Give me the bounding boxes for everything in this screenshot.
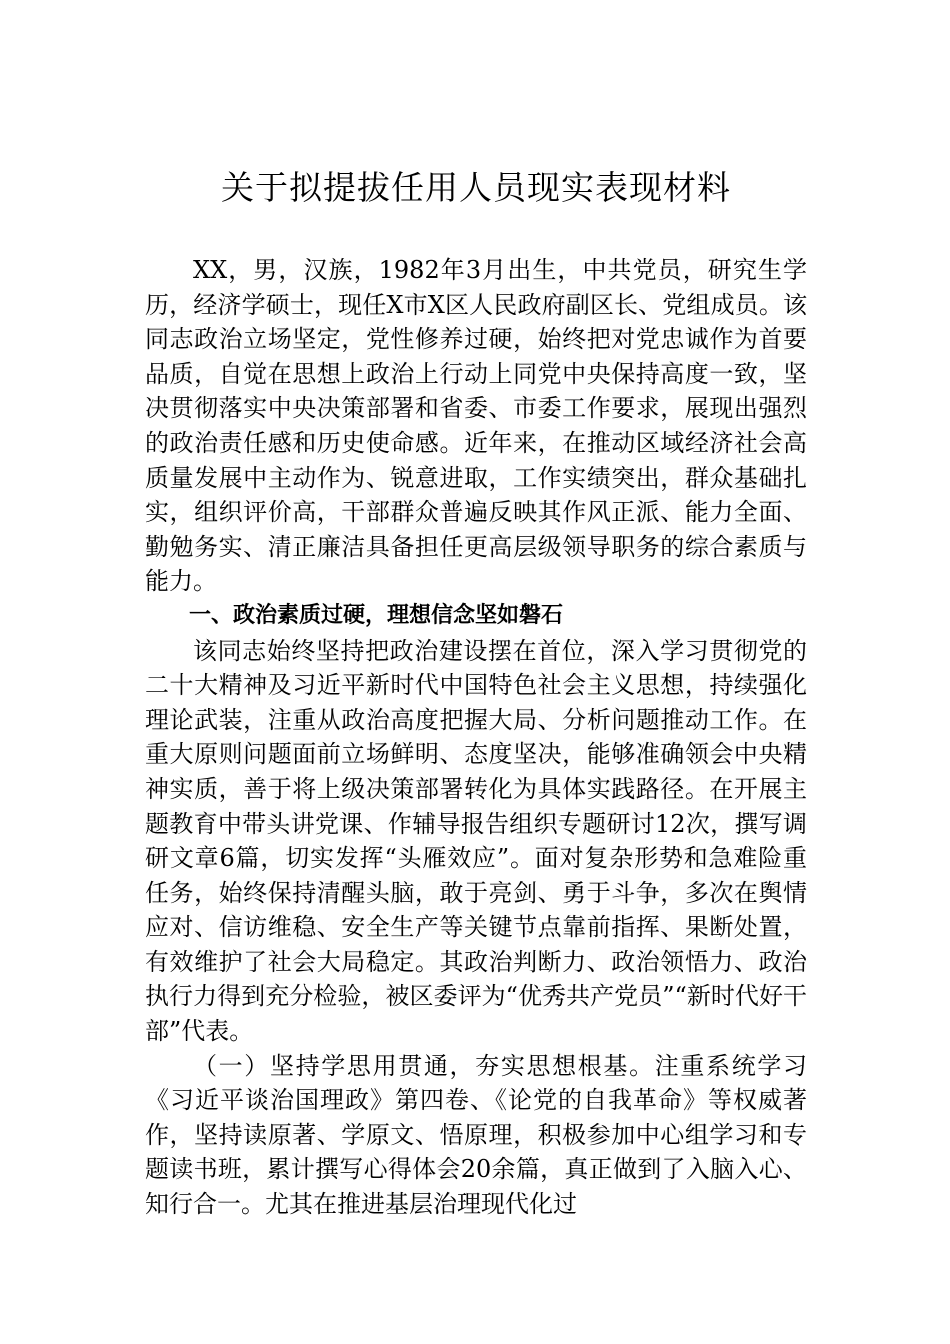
document-body xyxy=(145,253,807,1222)
paragraph-intro: XX，男，汉族，1982年3月出生，中共党员，研究生学历，经济学硕士，现任X市X区人民政府副区长、党组成员。该同志政治立场坚定，党性修养过硬，始终把对党忠诚作为首要品质，自觉在思想上政治上行动上同党中央保持高度一致，坚决贯彻落实中央决策部署和省委、市委工作要求，展现出强烈的政治责任感和历史使命感。近年来，在推动区域经济社会高质量发展中主动作为、锐意进取，工作实绩突出，群众基础扎实，组织评价高，干部群众普遍反映其作风正派、能力全面、勤勉务实、清正廉洁具备担任更高层级领导职务的综合素质与能力。 xyxy=(145,256,807,596)
document-title: 关于拟提拔任用人员现实表现材料 xyxy=(221,168,731,207)
paragraph-subsection-1: （一）坚持学思用贯通，夯实思想根基。注重系统学习《习近平谈治国理政》第四卷、《论党的自我革命》等权威著作，坚持读原著、学原文、悟原理，积极参加中心组学习和专题读书班，累计撰写心得体会20余篇，真正做到了入脑入心、知行合一。尤其在推进基层治理现代化过 xyxy=(145,1051,807,1219)
section-heading-1: 一、政治素质过硬，理想信念坚如磐石 xyxy=(189,602,564,628)
paragraph-section-1: 该同志始终坚持把政治建设摆在首位，深入学习贯彻党的二十大精神及习近平新时代中国特色社会主义思想，持续强化理论武装，注重从政治高度把握大局、分析问题推动工作。在重大原则问题面前立场鲜明、态度坚决，能够准确领会中央精神实质，善于将上级决策部署转化为具体实践路径。在开展主题教育中带头讲党课、作辅导报告组织专题研讨12次，撰写调研文章6篇，切实发挥“头雁效应”。面对复杂形势和急难险重任务，始终保持清醒头脑，敢于亮剑、勇于斗争，多次在舆情应对、信访维稳、安全生产等关键节点靠前指挥、果断处置，有效维护了社会大局稳定。其政治判断力、政治领悟力、政治执行力得到充分检验，被区委评为“优秀共产党员”“新时代好干部”代表。 xyxy=(145,636,807,1046)
